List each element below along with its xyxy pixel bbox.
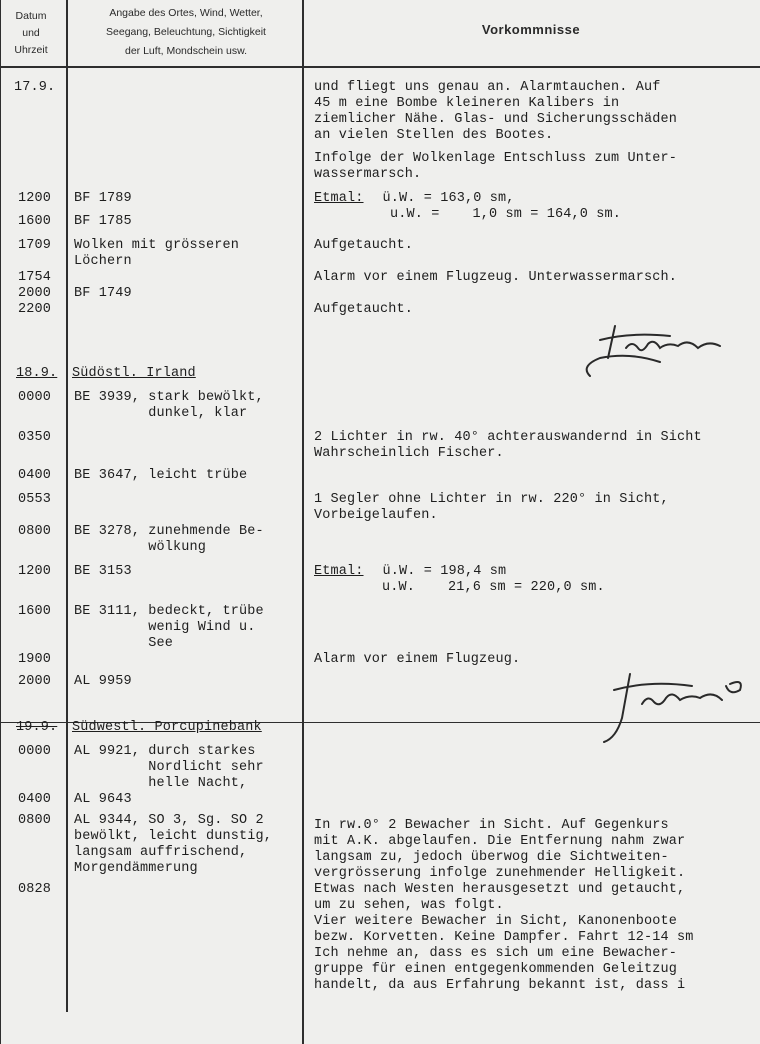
page-edge (0, 0, 1, 1044)
event-line: mit A.K. abgelaufen. Die Entfernung nahm zwar (314, 834, 686, 849)
time-cell: 1900 (18, 652, 52, 667)
event-line: Alarm vor einem Flugzeug. (314, 652, 521, 667)
event-line: um zu sehen, was folgt. (314, 898, 504, 913)
event-line: vergrösserung infolge zunehmender Helligkeit. (314, 866, 686, 881)
event-line: Aufgetaucht. (314, 302, 414, 317)
weather-cell: Morgendämmerung (74, 861, 198, 876)
time-cell: 1709 (18, 238, 52, 253)
event-line: ü.W. = 198,4 sm (366, 564, 507, 579)
event-line: u.W. = 1,0 sm = 164,0 sm. (390, 207, 622, 222)
event-line: gruppe für einen entgegenkommenden Geleitzug (314, 962, 678, 977)
weather-cell: See (74, 636, 174, 651)
event-line: wassermarsch. (314, 167, 422, 182)
handwritten-signature (580, 668, 750, 748)
weather-cell: helle Nacht, (74, 776, 248, 791)
event-line: Ich nehme an, dass es sich um eine Bewacher- (314, 946, 678, 961)
header-angabe-line: Seegang, Beleuchtung, Sichtigkeit (106, 26, 266, 38)
position-cell: BE 3153 (74, 564, 132, 579)
event-line: In rw.0° 2 Bewacher in Sicht. Auf Gegenkurs (314, 818, 669, 833)
date-cell: 17.9. (14, 80, 56, 95)
event-line: ü.W. = 163,0 sm, (366, 191, 515, 206)
header-datum-line: Uhrzeit (14, 44, 48, 56)
event-line: 2 Lichter in rw. 40° achterauswandernd in Sicht (314, 430, 702, 445)
header-datum-line: und (22, 27, 40, 39)
position-cell: BE 3111, bedeckt, trübe (74, 604, 264, 619)
event-line: Aufgetaucht. (314, 238, 414, 253)
time-cell: 0000 (18, 744, 52, 759)
time-cell: 0400 (18, 468, 52, 483)
event-line: Infolge der Wolkenlage Entschluss zum Unter- (314, 151, 678, 166)
position-cell: AL 9344, SO 3, Sg. SO 2 (74, 813, 264, 828)
event-line: handelt, da aus Erfahrung bekannt ist, dass i (314, 978, 686, 993)
etmal-label: Etmal: (314, 564, 364, 579)
event-line: Etwas nach Westen herausgesetzt und getaucht, (314, 882, 686, 897)
date-cell: 18.9. (16, 366, 58, 381)
time-cell: 0828 (18, 882, 52, 897)
time-cell: 1754 (18, 270, 52, 285)
position-cell: BF 1789 (74, 191, 132, 206)
time-cell: 1600 (18, 214, 52, 229)
event-line: langsam zu, jedoch überwog die Sichtweiten- (314, 850, 669, 865)
event-line: ziemlicher Nähe. Glas- und Sicherungsschäden (314, 112, 678, 127)
weather-cell: wölkung (74, 540, 207, 555)
header-angabe-line: der Luft, Mondschein usw. (125, 45, 247, 57)
time-cell: 2000 (18, 286, 52, 301)
time-cell: 1200 (18, 191, 52, 206)
event-line: und fliegt uns genau an. Alarmtauchen. Auf (314, 80, 661, 95)
event-line: an vielen Stellen des Bootes. (314, 128, 554, 143)
weather-cell: dunkel, klar (74, 406, 248, 421)
time-cell: 2000 (18, 674, 52, 689)
time-cell: 0350 (18, 430, 52, 445)
event-line: u.W. 21,6 sm = 220,0 sm. (382, 580, 605, 595)
position-cell: BE 3939, stark bewölkt, (74, 390, 264, 405)
date-cell: 19.9. (16, 720, 58, 735)
header-angabe-line: Angabe des Ortes, Wind, Wetter, (109, 7, 263, 19)
header-vorkommnisse: Vorkommnisse (481, 22, 581, 37)
event-line: bezw. Korvetten. Keine Dampfer. Fahrt 12-14 sm (314, 930, 694, 945)
handwritten-signature (560, 318, 730, 393)
event-line: 1 Segler ohne Lichter in rw. 220° in Sicht, (314, 492, 669, 507)
time-cell: 0800 (18, 524, 52, 539)
weather-cell: langsam auffrischend, (74, 845, 248, 860)
position-cell: BF 1785 (74, 214, 132, 229)
event-line: Wahrscheinlich Fischer. (314, 446, 504, 461)
event-line: 45 m eine Bombe kleineren Kalibers in (314, 96, 620, 111)
weather-cell: bewölkt, leicht dunstig, (74, 829, 273, 844)
area-cell: Südwestl. Porcupinebank (72, 720, 262, 735)
time-cell: 0000 (18, 390, 52, 405)
position-cell: AL 9959 (74, 674, 132, 689)
position-cell: BF 1749 (74, 286, 132, 301)
time-cell: 0553 (18, 492, 52, 507)
position-cell: AL 9921, durch starkes (74, 744, 256, 759)
weather-cell: wenig Wind u. (74, 620, 256, 635)
event-line: Alarm vor einem Flugzeug. Unterwassermarsch. (314, 270, 678, 285)
header-angabe (70, 4, 302, 61)
position-cell: BE 3278, zunehmende Be- (74, 524, 264, 539)
weather-cell: Wolken mit grösseren (74, 238, 240, 253)
weather-cell: Löchern (74, 254, 132, 269)
weather-cell: Nordlicht sehr (74, 760, 264, 775)
time-cell: 2200 (18, 302, 52, 317)
time-cell: 0800 (18, 813, 52, 828)
etmal-label: Etmal: (314, 191, 364, 206)
time-cell: 1200 (18, 564, 52, 579)
header-datum (2, 8, 60, 59)
time-cell: 0400 (18, 792, 52, 807)
event-line: Vorbeigelaufen. (314, 508, 438, 523)
time-cell: 1600 (18, 604, 52, 619)
column-divider (302, 0, 304, 1044)
header-datum-line: Datum (15, 10, 47, 22)
column-divider (66, 0, 68, 1012)
position-cell: AL 9643 (74, 792, 132, 807)
event-line: Vier weitere Bewacher in Sicht, Kanonenboote (314, 914, 678, 929)
area-cell: Südöstl. Irland (72, 366, 196, 381)
position-cell: BE 3647, leicht trübe (74, 468, 248, 483)
header-rule (0, 66, 760, 68)
